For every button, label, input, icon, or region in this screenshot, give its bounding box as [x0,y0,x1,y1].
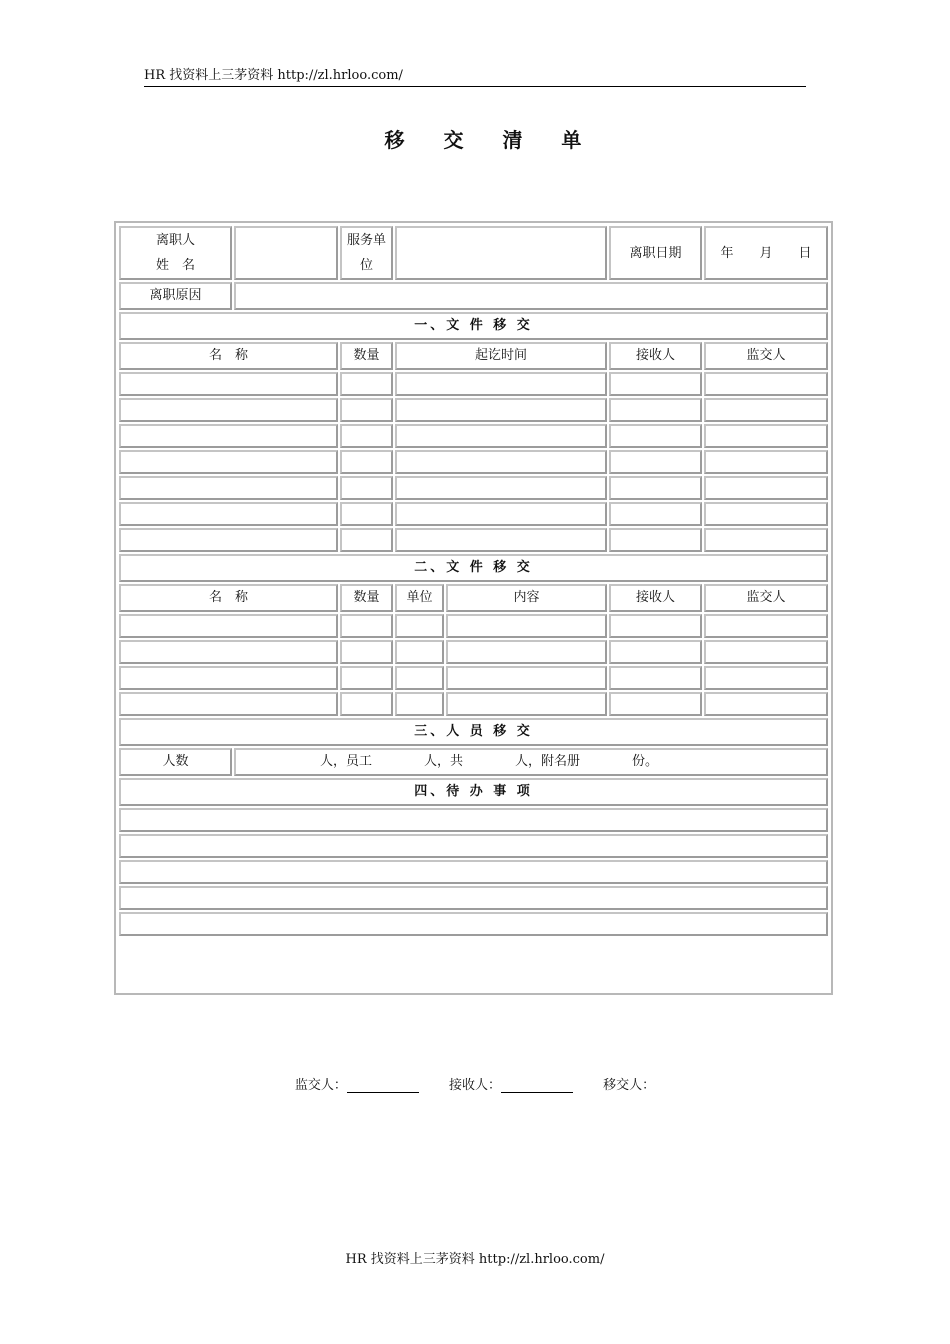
section4-title: 四、待 办 事 项 [119,778,828,806]
section2-name-cell[interactable] [119,666,338,690]
section1-receiver-cell[interactable] [609,476,702,500]
section1-name-cell[interactable] [119,528,338,552]
section1-supervisor-cell[interactable] [704,528,828,552]
section1-period-cell[interactable] [395,372,607,396]
section2-header-unit: 单位 [395,584,444,612]
section2-header-receiver: 接收人 [609,584,702,612]
table-row [119,912,828,936]
table-row [119,502,828,526]
table-row [119,666,828,690]
section1-quantity-cell[interactable] [340,372,393,396]
leave-date-label: 离职日期 [609,226,702,280]
year-label: 年 [720,245,734,261]
section1-receiver-cell[interactable] [609,372,702,396]
section2-name-cell[interactable] [119,640,338,664]
table-row [119,450,828,474]
section1-period-cell[interactable] [395,502,607,526]
service-unit-label: 服务单 位 [340,226,393,280]
section1-period-cell[interactable] [395,398,607,422]
section1-period-cell[interactable] [395,424,607,448]
section2-title-row [119,554,828,582]
section3-title: 三、人 员 移 交 [119,718,828,746]
section1-receiver-cell[interactable] [609,450,702,474]
employee-name-label: 离职人 姓 名 [119,226,232,280]
pending-item-cell[interactable] [119,808,828,832]
section2-name-cell[interactable] [119,692,338,716]
section1-name-cell[interactable] [119,450,338,474]
section3-title-row [119,718,828,746]
section1-header-quantity: 数量 [340,342,393,370]
section1-period-cell[interactable] [395,528,607,552]
receiver-signature-field[interactable] [501,1078,573,1093]
section1-quantity-cell[interactable] [340,424,393,448]
pending-item-cell[interactable] [119,834,828,858]
page-title: 移 交 清 单 [384,128,598,152]
section1-header-period: 起讫时间 [395,342,607,370]
section1-supervisor-cell[interactable] [704,372,828,396]
section2-receiver-cell[interactable] [609,666,702,690]
page-footer: HR 找资料上三茅资料 http://zl.hrloo.com/ [345,1252,605,1267]
section2-receiver-cell[interactable] [609,692,702,716]
section2-supervisor-cell[interactable] [704,640,828,664]
service-unit-field[interactable] [395,226,607,280]
pending-item-cell[interactable] [119,912,828,936]
section1-quantity-cell[interactable] [340,528,393,552]
section1-name-cell[interactable] [119,398,338,422]
receiver-signature-label: 接收人： [448,1078,501,1093]
section1-header-name: 名 称 [119,342,338,370]
section1-period-cell[interactable] [395,450,607,474]
section2-supervisor-cell[interactable] [704,614,828,638]
section2-header-quantity: 数量 [340,584,393,612]
section2-header-supervisor: 监交人 [704,584,828,612]
table-row [119,372,828,396]
section4-title-row [119,778,828,806]
section2-title: 二、文 件 移 交 [119,554,828,582]
section2-header-content: 内容 [446,584,607,612]
section1-supervisor-cell[interactable] [704,450,828,474]
section1-header-receiver: 接收人 [609,342,702,370]
section1-name-cell[interactable] [119,372,338,396]
table-row [119,886,828,910]
table-row [119,476,828,500]
section1-receiver-cell[interactable] [609,398,702,422]
pending-item-cell[interactable] [119,860,828,884]
page-header: HR 找资料上三茅资料 http://zl.hrloo.com/ [144,68,806,87]
handover-form [114,221,833,995]
day-label: 日 [798,245,812,261]
section1-quantity-cell[interactable] [340,476,393,500]
table-row [119,424,828,448]
section2-receiver-cell[interactable] [609,614,702,638]
personnel-count-row [119,748,828,776]
section1-quantity-cell[interactable] [340,502,393,526]
section1-supervisor-cell[interactable] [704,398,828,422]
section1-supervisor-cell[interactable] [704,476,828,500]
section2-receiver-cell[interactable] [609,640,702,664]
leave-reason-label: 离职原因 [119,282,232,310]
table-row [119,692,828,716]
section2-unit-cell[interactable] [395,614,444,638]
section1-name-cell[interactable] [119,502,338,526]
section2-unit-cell[interactable] [395,640,444,664]
pending-item-cell[interactable] [119,886,828,910]
section1-header-supervisor: 监交人 [704,342,828,370]
section1-name-cell[interactable] [119,476,338,500]
leave-reason-field[interactable] [234,282,828,310]
table-row [119,528,828,552]
section2-content-cell[interactable] [446,614,607,638]
section1-title-row [119,312,828,340]
signature-line [0,1074,950,1093]
personnel-count-label: 人数 [119,748,232,776]
section1-supervisor-cell[interactable] [704,502,828,526]
section1-name-cell[interactable] [119,424,338,448]
table-row [119,808,828,832]
section2-supervisor-cell[interactable] [704,666,828,690]
section2-quantity-cell[interactable] [340,640,393,664]
transferor-signature-label: 移交人： [603,1078,656,1093]
personnel-count-field[interactable]: 人，员工 人，共 人，附名册 份。 [234,748,828,776]
section2-header-name: 名 称 [119,584,338,612]
supervisor-signature-label: 监交人： [294,1078,347,1093]
section2-header-row [119,584,828,612]
section2-name-cell[interactable] [119,614,338,638]
section1-title: 一、文 件 移 交 [119,312,828,340]
section2-unit-cell[interactable] [395,666,444,690]
section1-quantity-cell[interactable] [340,450,393,474]
section2-content-cell[interactable] [446,666,607,690]
employee-name-field[interactable] [234,226,338,280]
section1-supervisor-cell[interactable] [704,424,828,448]
section1-header-row [119,342,828,370]
section2-content-cell[interactable] [446,692,607,716]
section2-unit-cell[interactable] [395,692,444,716]
table-row [119,614,828,638]
section2-quantity-cell[interactable] [340,692,393,716]
table-row [119,640,828,664]
table-row [119,398,828,422]
section2-quantity-cell[interactable] [340,666,393,690]
table-row [119,834,828,858]
section2-supervisor-cell[interactable] [704,692,828,716]
supervisor-signature-field[interactable] [347,1078,419,1093]
section1-receiver-cell[interactable] [609,424,702,448]
reason-row [119,282,828,310]
section1-period-cell[interactable] [395,476,607,500]
section1-receiver-cell[interactable] [609,502,702,526]
table-row [119,860,828,884]
month-label: 月 [759,245,773,261]
employee-info-row [119,226,828,280]
section2-content-cell[interactable] [446,640,607,664]
section1-receiver-cell[interactable] [609,528,702,552]
section1-quantity-cell[interactable] [340,398,393,422]
section2-quantity-cell[interactable] [340,614,393,638]
leave-date-field[interactable] [704,226,828,280]
handover-table [117,224,830,938]
